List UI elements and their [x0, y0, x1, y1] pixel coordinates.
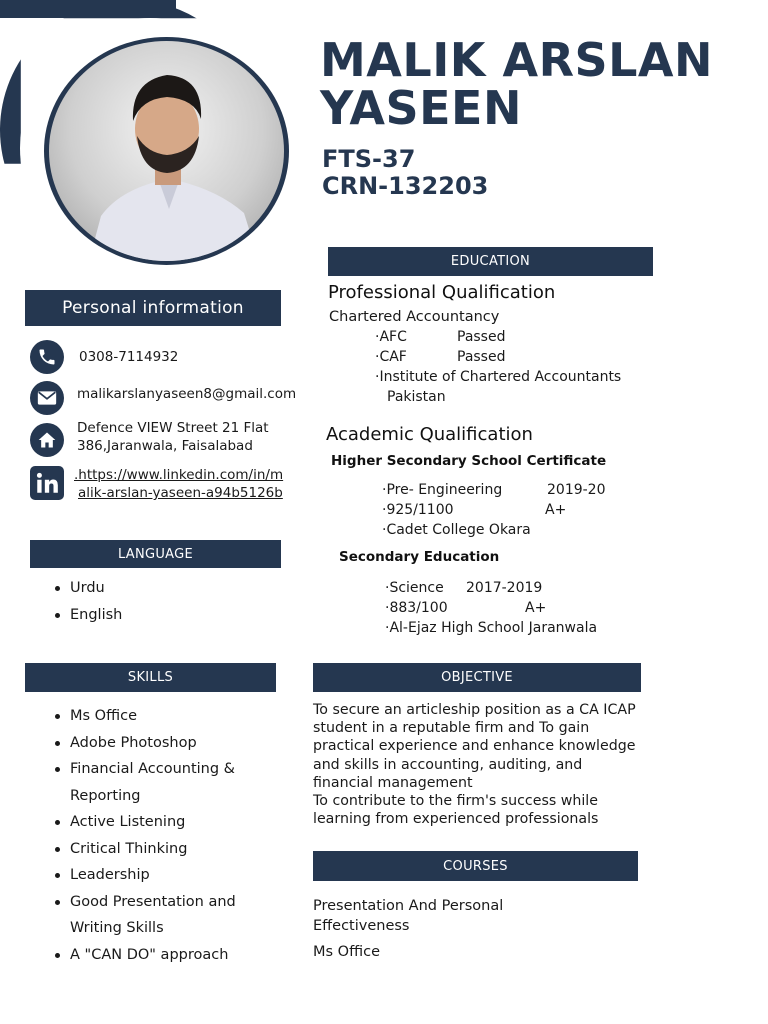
academic-qualification-title: Academic Qualification: [326, 424, 533, 445]
list-item: English: [50, 602, 122, 629]
objective-text: [313, 701, 693, 828]
list-item: Good Presentation and: [50, 889, 236, 916]
list-item: A "CAN DO" approach: [50, 942, 236, 969]
name-line-1: MALIK ARSLAN: [320, 33, 714, 87]
course-line: Effectiveness: [313, 918, 410, 934]
linkedin-icon: [30, 466, 64, 500]
caf-label: ·CAF: [375, 349, 407, 365]
list-item-continued: Reporting: [70, 787, 141, 804]
institute-line-1: ·Institute of Chartered Accountants: [375, 369, 622, 385]
objective-line: student in a reputable firm and To gain: [313, 720, 590, 737]
objective-header: OBJECTIVE: [313, 663, 641, 692]
language-header: LANGUAGE: [30, 540, 281, 568]
crn-number: CRN-132203: [322, 172, 489, 200]
afc-label: ·AFC: [375, 329, 407, 345]
objective-line: financial management: [313, 774, 473, 791]
caf-status: Passed: [457, 349, 506, 365]
hssc-title: Higher Secondary School Certificate: [331, 453, 607, 469]
phone-icon: [30, 340, 64, 374]
objective-line: To contribute to the firm's success while: [313, 793, 598, 810]
list-item: Financial Accounting &: [50, 756, 236, 783]
list-item-continued: Writing Skills: [70, 920, 164, 936]
skills-header: SKILLS: [25, 663, 276, 692]
ssc-marks: ·883/100: [385, 600, 448, 616]
hssc-grade: A+: [545, 502, 567, 518]
linkedin-link[interactable]: [74, 466, 304, 502]
person-illustration: [49, 41, 284, 261]
education-header: EDUCATION: [328, 247, 653, 276]
course-presentation: [313, 896, 503, 936]
science-label: ·Science: [385, 580, 444, 596]
skills-list: [50, 703, 236, 968]
candidate-name: [320, 33, 760, 135]
address-line-1: Defence VIEW Street 21 Flat: [77, 420, 269, 436]
profile-photo: [49, 41, 284, 261]
corner-bar: [0, 0, 176, 18]
address: [77, 419, 297, 455]
ssc-school: ·Al-Ejaz High School Jaranwala: [385, 620, 598, 636]
linkedin-link-line-1[interactable]: .https://www.linkedin.com/in/m: [74, 467, 284, 483]
pre-engineering: ·Pre- Engineering: [382, 482, 503, 498]
objective-line: practical experience and enhance knowledge: [313, 738, 636, 755]
institute-line-2: Pakistan: [387, 389, 446, 405]
list-item: Adobe Photoshop: [50, 730, 236, 757]
fts-number: FTS-37: [322, 145, 416, 173]
objective-line: To secure an articleship position as a CA ICAP: [313, 702, 636, 718]
personal-info-header: Personal information: [25, 290, 281, 326]
course-line: Presentation And Personal: [313, 898, 504, 914]
registration-ids: [322, 146, 488, 200]
language-list: [50, 575, 122, 628]
professional-qualification-title: Professional Qualification: [328, 282, 556, 303]
list-item: Ms Office: [50, 703, 236, 730]
address-line-2: 386,Jaranwala, Faisalabad: [77, 438, 253, 454]
home-icon: [30, 423, 64, 457]
courses-header: COURSES: [313, 851, 638, 881]
name-line-2: YASEEN: [320, 81, 522, 135]
pre-engineering-year: 2019-20: [547, 482, 606, 498]
list-item: Critical Thinking: [50, 836, 236, 863]
ssc-title: Secondary Education: [339, 549, 500, 565]
phone-number: 0308-7114932: [79, 349, 179, 365]
list-item: Urdu: [50, 575, 122, 602]
hssc-marks: ·925/1100: [382, 502, 454, 518]
course-ms-office: Ms Office: [313, 944, 380, 960]
afc-status: Passed: [457, 329, 506, 345]
chartered-accountancy: Chartered Accountancy: [329, 309, 500, 325]
linkedin-link-line-2[interactable]: alik-arslan-yaseen-a94b5126b: [78, 485, 283, 501]
hssc-school: ·Cadet College Okara: [382, 522, 531, 538]
objective-line: and skills in accounting, auditing, and: [313, 756, 583, 773]
email-icon: [30, 381, 64, 415]
list-item: Active Listening: [50, 809, 236, 836]
science-year: 2017-2019: [466, 580, 543, 596]
list-item: Leadership: [50, 862, 236, 889]
objective-line: learning from experienced professionals: [313, 811, 599, 828]
email-address: malikarslanyaseen8@gmail.com: [77, 386, 297, 402]
ssc-grade: A+: [525, 600, 547, 616]
